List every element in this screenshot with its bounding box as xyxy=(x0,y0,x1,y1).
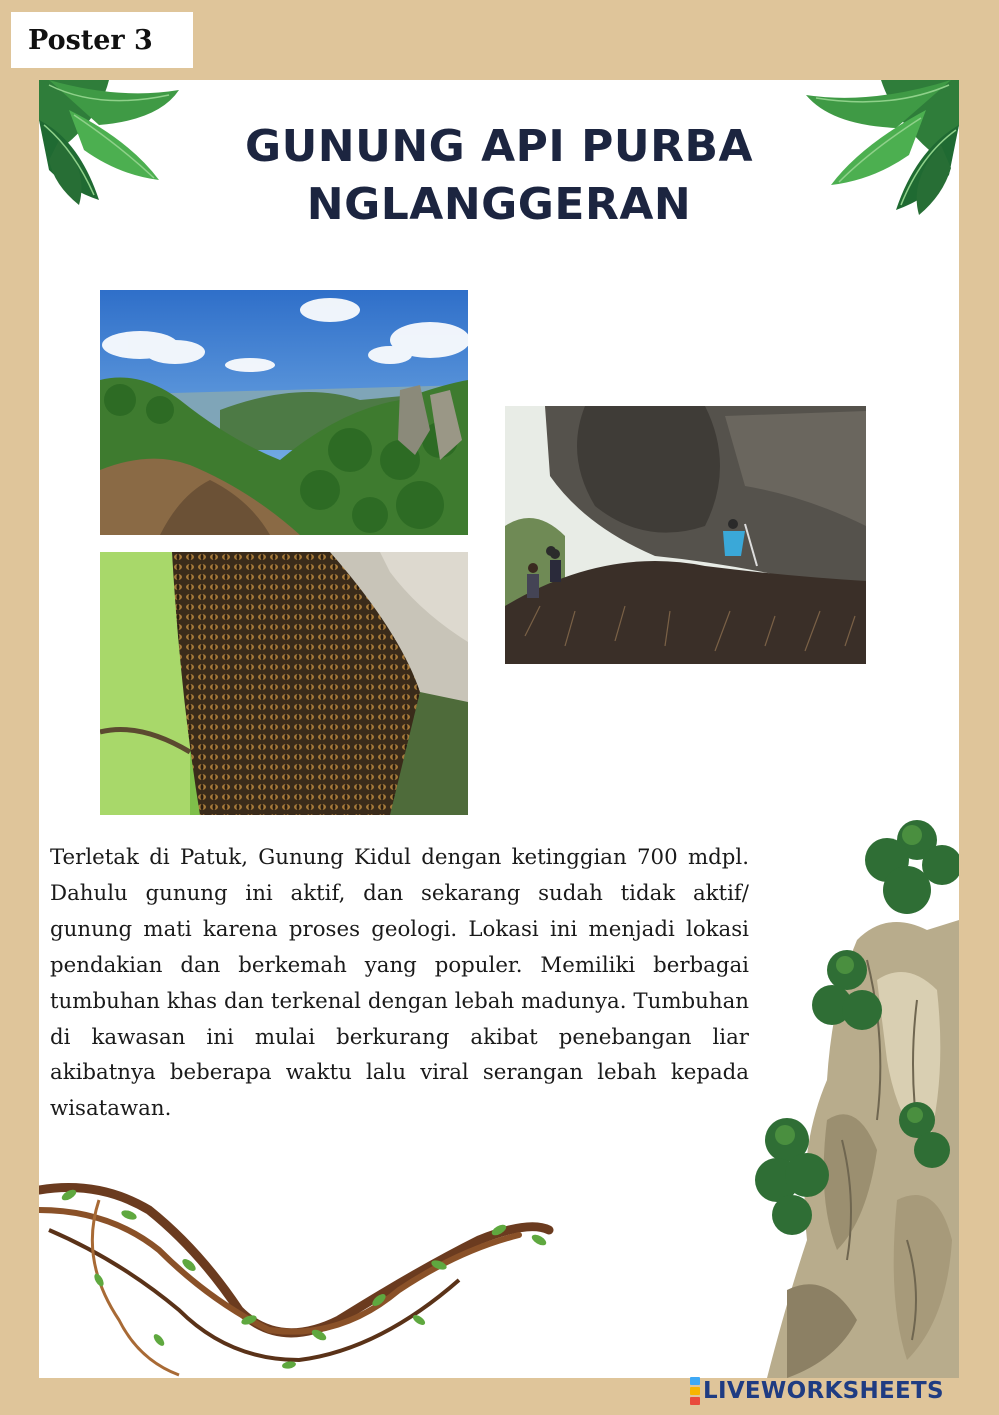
poster-title xyxy=(39,118,959,234)
poster-label: Poster 3 xyxy=(11,12,193,68)
title-line-2: NGLANGGERAN xyxy=(306,179,692,230)
rock-cliff-illustration xyxy=(747,820,959,1378)
watermark-text: LIVEWORKSHEETS xyxy=(703,1378,944,1404)
climbers-rock-face-photo xyxy=(505,406,866,664)
liveworksheets-watermark xyxy=(690,1376,944,1406)
poster-card xyxy=(39,80,959,1378)
mountain-landscape-photo xyxy=(100,290,468,535)
description-paragraph: Terletak di Patuk, Gunung Kidul dengan ketinggian 700 mdpl. Dahulu gunung ini aktif, dan sekarang sudah tidak aktif/ gunung mati karena proses geologi. Lokasi ini menjadi lokasi pendakian dan berkemah yang populer. Memiliki berbagai tumbuhan khas dan terkenal dengan lebah madunya. Tumbuhan di kawasan ini mulai berkurang akibat penebangan liar akibatnya beberapa waktu lalu viral serangan lebah kepada wisatawan. xyxy=(50,845,749,1122)
liveworksheets-logo-icon xyxy=(690,1376,700,1406)
title-line-1: GUNUNG API PURBA xyxy=(244,121,754,172)
vine-branch-illustration xyxy=(39,1170,559,1378)
honeybee-colony-photo xyxy=(100,552,468,815)
